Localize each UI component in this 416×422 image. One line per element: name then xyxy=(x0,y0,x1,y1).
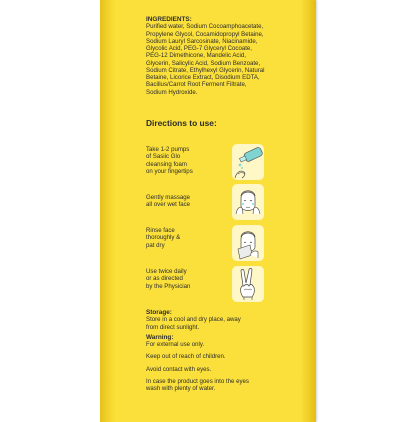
ingredients-line: Glycerin, Salicylic Acid, Sodium Benzoate, xyxy=(146,59,261,67)
step-line: Rinse face xyxy=(146,227,175,234)
ingredients-line: Glycolic Acid, PEG-7 Glyceryl Cocoate, xyxy=(146,45,252,52)
ingredients-line: Sodium Citrate, Ethylhexyl Glycerin, Natural xyxy=(146,66,265,74)
step-line: Take 1-2 pumps xyxy=(146,146,190,153)
step-text xyxy=(146,186,222,209)
ingredients-list xyxy=(146,23,294,96)
step-line: cleansing foam xyxy=(146,160,187,168)
step-line: all over wet face xyxy=(146,201,191,209)
step-text xyxy=(146,227,222,249)
ingredients-line: Propylene Glycol, Cocamidopropyl Betaine, xyxy=(146,30,264,38)
pump-bottle-icon xyxy=(232,144,264,180)
ingredients-line: Sodium Hydroxide. xyxy=(146,88,198,96)
warning-item: For external use only. xyxy=(146,341,205,348)
step-line: pat dry xyxy=(146,241,165,249)
ingredients-section xyxy=(146,16,294,96)
warning-item xyxy=(146,378,298,393)
face-towel-icon xyxy=(232,225,264,261)
step-line: on your fingertips xyxy=(146,167,193,175)
step-line: of Sasiic Glo xyxy=(146,153,181,161)
step-line: Use twice daily xyxy=(146,268,187,275)
face-massage-icon xyxy=(232,184,264,220)
two-fingers-hand-icon xyxy=(232,266,264,302)
box-right-fold xyxy=(300,0,316,422)
ingredients-line: Betaine, Licorice Extract, Disodium EDTA, xyxy=(146,74,260,81)
storage-line: Store in a cool and dry place, away xyxy=(146,316,241,324)
storage-heading: Storage: xyxy=(146,309,172,316)
ingredients-line: PEG-12 Dimethicone, Mandelic Acid, xyxy=(146,52,246,60)
ingredients-heading: INGREDIENTS: xyxy=(146,16,192,23)
storage-text xyxy=(146,316,298,331)
step-line: or as directed xyxy=(146,275,183,283)
step-line: Gently massage xyxy=(146,194,191,201)
warning-line: In case the product goes into the eyes xyxy=(146,377,249,385)
direction-step-1 xyxy=(146,146,296,186)
storage-warning-section xyxy=(146,309,298,392)
direction-step-3 xyxy=(146,227,296,267)
step-text xyxy=(146,268,222,290)
direction-step-4 xyxy=(146,268,296,308)
direction-step-2 xyxy=(146,186,296,226)
warning-line: wash with plenty of water. xyxy=(146,385,216,392)
ingredients-line: Purified water, Sodium Cocoamphoacetate, xyxy=(146,23,264,31)
warning-item: Avoid contact with eyes. xyxy=(146,365,212,373)
step-line: by the Physician xyxy=(146,282,191,290)
ingredients-line: Sodium Lauryl Sarcosinate, Niacinamide, xyxy=(146,37,258,45)
step-line: thoroughly & xyxy=(146,234,181,242)
box-left-fold xyxy=(100,0,116,422)
warning-heading: Warning: xyxy=(146,333,174,341)
warning-item: Keep out of reach of children. xyxy=(146,353,226,361)
ingredients-line: Bacillus/Carrot Root Ferment Filtrate, xyxy=(146,81,247,89)
storage-line: from direct sunlight. xyxy=(146,323,200,331)
directions-title: Directions to use: xyxy=(146,118,217,128)
step-text xyxy=(146,146,222,175)
